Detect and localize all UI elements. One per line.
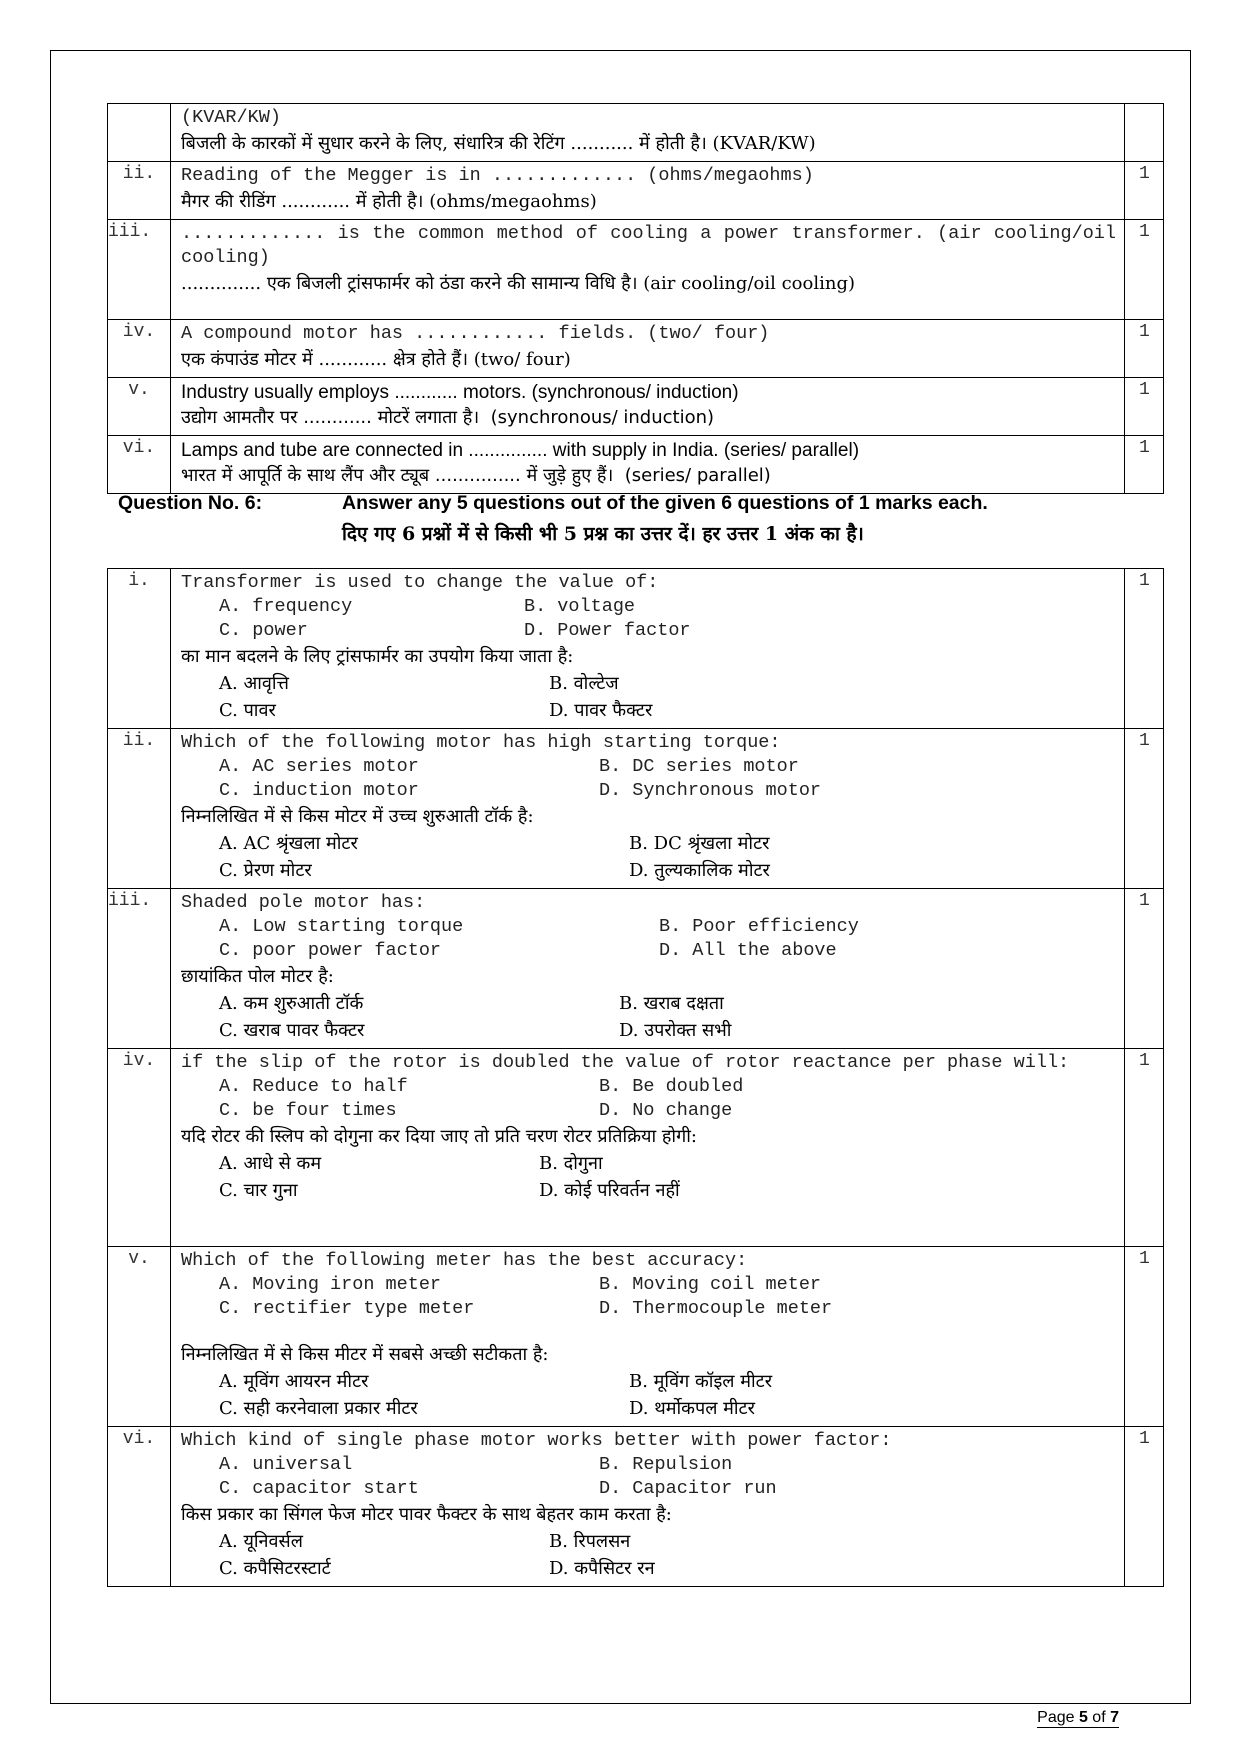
option: B. खराब दक्षता (619, 993, 724, 1014)
question-cell (171, 569, 1125, 729)
question-text-hi: यदि रोटर की स्लिप को दोगुना कर दिया जाए तो प्रति चरण रोटर प्रतिक्रिया होगी: (181, 1126, 697, 1147)
option: A. Low starting torque (219, 916, 464, 937)
option-row (181, 1395, 1116, 1422)
option: B. Be doubled (599, 1076, 744, 1097)
table-row (108, 104, 1164, 162)
question-text-en: if the slip of the rotor is doubled the value of rotor reactance per phase will: (181, 1052, 1070, 1073)
question-cell (171, 729, 1125, 889)
option-row (181, 1075, 1116, 1099)
question-text-hi: मैगर की रीडिंग ............ में होती है। (ohms/megaohms) (181, 191, 597, 212)
option: C. पावर (219, 700, 276, 721)
table-row (108, 1049, 1164, 1247)
marks: 1 (1125, 320, 1164, 378)
question-number: vi. (108, 436, 171, 494)
question-text-en: Which of the following meter has the best accuracy: (181, 1250, 748, 1271)
option-row (181, 1273, 1116, 1297)
option: C. power (219, 620, 308, 641)
question-cell (171, 378, 1125, 436)
question-text-hi: बिजली के कारकों में सुधार करने के लिए, संधारित्र की रेटिंग ........... में होती है। (KVAR/KW) (181, 133, 816, 154)
marks (1125, 104, 1164, 162)
question-text-hi: .............. एक बिजली ट्रांसफार्मर को ठंडा करने की सामान्य विधि है। (air cooling/oil cooling) (181, 273, 855, 294)
option: C. प्रेरण मोटर (219, 860, 312, 881)
question-text-en: Transformer is used to change the value of: (181, 572, 659, 593)
option: B. DC श्रृंखला मोटर (629, 833, 770, 854)
option: B. Poor efficiency (659, 916, 859, 937)
option-row (181, 939, 1116, 963)
option-row (181, 830, 1116, 857)
question-text-hi: का मान बदलने के लिए ट्रांसफार्मर का उपयोग किया जाता है: (181, 646, 574, 667)
option-row (181, 755, 1116, 779)
mcq-table (107, 568, 1164, 1587)
question-number: iv. (108, 1049, 171, 1247)
question-text-en: Industry usually employs ............ motors. (synchronous/ induction) (181, 382, 739, 403)
option: A. आधे से कम (219, 1153, 322, 1174)
question-number: vi. (108, 1427, 171, 1587)
option: B. voltage (524, 596, 636, 617)
option: D. कपैसिटर रन (549, 1558, 655, 1579)
option: A. मूविंग आयरन मीटर (219, 1371, 369, 1392)
option-row (181, 1453, 1116, 1477)
option: B. Repulsion (599, 1454, 733, 1475)
question-number: iii. (108, 220, 171, 320)
option: A. AC series motor (219, 756, 419, 777)
table-row (108, 889, 1164, 1049)
question-text-hi: एक कंपाउंड मोटर में ............ क्षेत्र होते हैं। (two/ four) (181, 349, 571, 370)
option-row (181, 1477, 1116, 1501)
option: D. तुल्यकालिक मोटर (629, 860, 770, 881)
marks: 1 (1125, 378, 1164, 436)
marks: 1 (1125, 1049, 1164, 1247)
option-row (181, 1177, 1116, 1204)
table-row (108, 1247, 1164, 1427)
option-row (181, 619, 1116, 643)
option: A. Reduce to half (219, 1076, 408, 1097)
page-prefix: Page (1037, 1709, 1079, 1726)
option: D. उपरोक्त सभी (619, 1020, 732, 1041)
question-number: iii. (108, 889, 171, 1049)
marks: 1 (1125, 436, 1164, 494)
question-text-en: Lamps and tube are connected in ............... with supply in India. (series/ parallel) (181, 440, 860, 461)
option: A. AC श्रृंखला मोटर (219, 833, 358, 854)
option-row (181, 1368, 1116, 1395)
option: A. कम शुरुआती टॉर्क (219, 993, 364, 1014)
option: B. वोल्टेज (549, 673, 619, 694)
question-number: v. (108, 1247, 171, 1427)
option: A. frequency (219, 596, 353, 617)
question-text-hi: निम्नलिखित में से किस मीटर में सबसे अच्छी सटीकता है: (181, 1344, 549, 1365)
option: D. पावर फैक्टर (549, 700, 653, 721)
marks: 1 (1125, 889, 1164, 1049)
marks: 1 (1125, 569, 1164, 729)
question-text-hi: भारत में आपूर्ति के साथ लैंप और ट्यूब ............... में जुड़े हुए हैं। (series/ parallel) (181, 465, 771, 486)
option-row (181, 1297, 1116, 1321)
table-row (108, 320, 1164, 378)
question-heading (118, 492, 988, 545)
option: B. रिपलसन (549, 1531, 631, 1552)
question-text-en: Which of the following motor has high starting torque: (181, 732, 781, 753)
option-row (181, 1017, 1116, 1044)
option: C. be four times (219, 1100, 397, 1121)
option: C. खराब पावर फैक्टर (219, 1020, 365, 1041)
question-number: i. (108, 569, 171, 729)
question-cell (171, 220, 1128, 320)
option: A. आवृत्ति (219, 673, 289, 694)
question-cell (171, 162, 1125, 220)
question-instruction-hi: दिए गए 6 प्रश्नों में से किसी भी 5 प्रश्न का उत्तर दें। हर उत्तर 1 अंक का है। (342, 523, 864, 545)
option: D. थर्मोकपल मीटर (629, 1398, 755, 1419)
marks: 1 (1125, 162, 1164, 220)
option: D. All the above (659, 940, 837, 961)
question-text-en: ............. is the common method of cooling a power transformer. (air cooling/oil cooling) (181, 223, 1128, 268)
option: D. No change (599, 1100, 733, 1121)
question-text-en: Which kind of single phase motor works better with power factor: (181, 1430, 892, 1451)
table-row (108, 436, 1164, 494)
total-pages: 7 (1110, 1709, 1119, 1726)
page-of: of (1087, 1709, 1111, 1726)
question-number: v. (108, 378, 171, 436)
option: D. Thermocouple meter (599, 1298, 833, 1319)
option: B. मूविंग कॉइल मीटर (629, 1371, 773, 1392)
question-number: ii. (108, 162, 171, 220)
option: D. Capacitor run (599, 1478, 777, 1499)
option: C. कपैसिटरस्टार्ट (219, 1558, 331, 1579)
option: A. universal (219, 1454, 353, 1475)
marks: 1 (1125, 220, 1164, 320)
question-number: iv. (108, 320, 171, 378)
option-row (181, 697, 1116, 724)
option-row (181, 990, 1116, 1017)
question-text-hi: किस प्रकार का सिंगल फेज मोटर पावर फैक्टर के साथ बेहतर काम करता है: (181, 1504, 672, 1525)
question-cell (171, 436, 1125, 494)
option: A. यूनिवर्सल (219, 1531, 303, 1552)
option: D. Power factor (524, 620, 691, 641)
option: C. poor power factor (219, 940, 442, 961)
fill-in-blanks-table (107, 103, 1164, 494)
option-row (181, 1099, 1116, 1123)
question-text-hi: उद्योग आमतौर पर ............ मोटरें लगाता है। (synchronous/ induction) (181, 407, 715, 428)
table-row (108, 1427, 1164, 1587)
table-row (108, 220, 1164, 320)
option-row (181, 857, 1116, 884)
marks: 1 (1125, 729, 1164, 889)
option: A. Moving iron meter (219, 1274, 442, 1295)
option: B. दोगुना (539, 1153, 603, 1174)
option: C. rectifier type meter (219, 1298, 475, 1319)
option: D. कोई परिवर्तन नहीं (539, 1180, 680, 1201)
question-text-hi: छायांकित पोल मोटर है: (181, 966, 334, 987)
question-cell (171, 1049, 1125, 1247)
question-text-hi: निम्नलिखित में से किस मोटर में उच्च शुरुआती टॉर्क है: (181, 806, 534, 827)
question-text-en: Reading of the Megger is in ............. (ohms/megaohms) (181, 165, 814, 186)
marks: 1 (1125, 1247, 1164, 1427)
table-row (108, 378, 1164, 436)
question-cell (171, 1427, 1125, 1587)
question-instruction: Answer any 5 questions out of the given 6 questions of 1 marks each. (342, 492, 988, 514)
option-row (181, 595, 1116, 619)
table-row (108, 162, 1164, 220)
table-row (108, 569, 1164, 729)
table-row (108, 729, 1164, 889)
question-text-en: A compound motor has ............ fields. (two/ four) (181, 323, 770, 344)
option: C. चार गुना (219, 1180, 298, 1201)
page-number (1037, 1709, 1119, 1728)
option: C. capacitor start (219, 1478, 419, 1499)
option: C. सही करनेवाला प्रकार मीटर (219, 1398, 418, 1419)
question-text-en: (KVAR/KW) (181, 107, 281, 128)
question-number: ii. (108, 729, 171, 889)
marks: 1 (1125, 1427, 1164, 1587)
question-text-en: Shaded pole motor has: (181, 892, 426, 913)
question-cell (171, 1247, 1125, 1427)
question-label: Question No. 6: (118, 492, 263, 514)
option-row (181, 779, 1116, 803)
option-row (181, 1528, 1116, 1555)
current-page: 5 (1078, 1709, 1088, 1726)
question-cell (171, 889, 1125, 1049)
option: C. induction motor (219, 780, 419, 801)
option: B. DC series motor (599, 756, 799, 777)
option: B. Moving coil meter (599, 1274, 822, 1295)
question-number (108, 104, 171, 162)
option-row (181, 1555, 1116, 1582)
question-cell (171, 320, 1125, 378)
question-cell (171, 104, 1125, 162)
option: D. Synchronous motor (599, 780, 822, 801)
option-row (181, 915, 1116, 939)
option-row (181, 1150, 1116, 1177)
option-row (181, 670, 1116, 697)
